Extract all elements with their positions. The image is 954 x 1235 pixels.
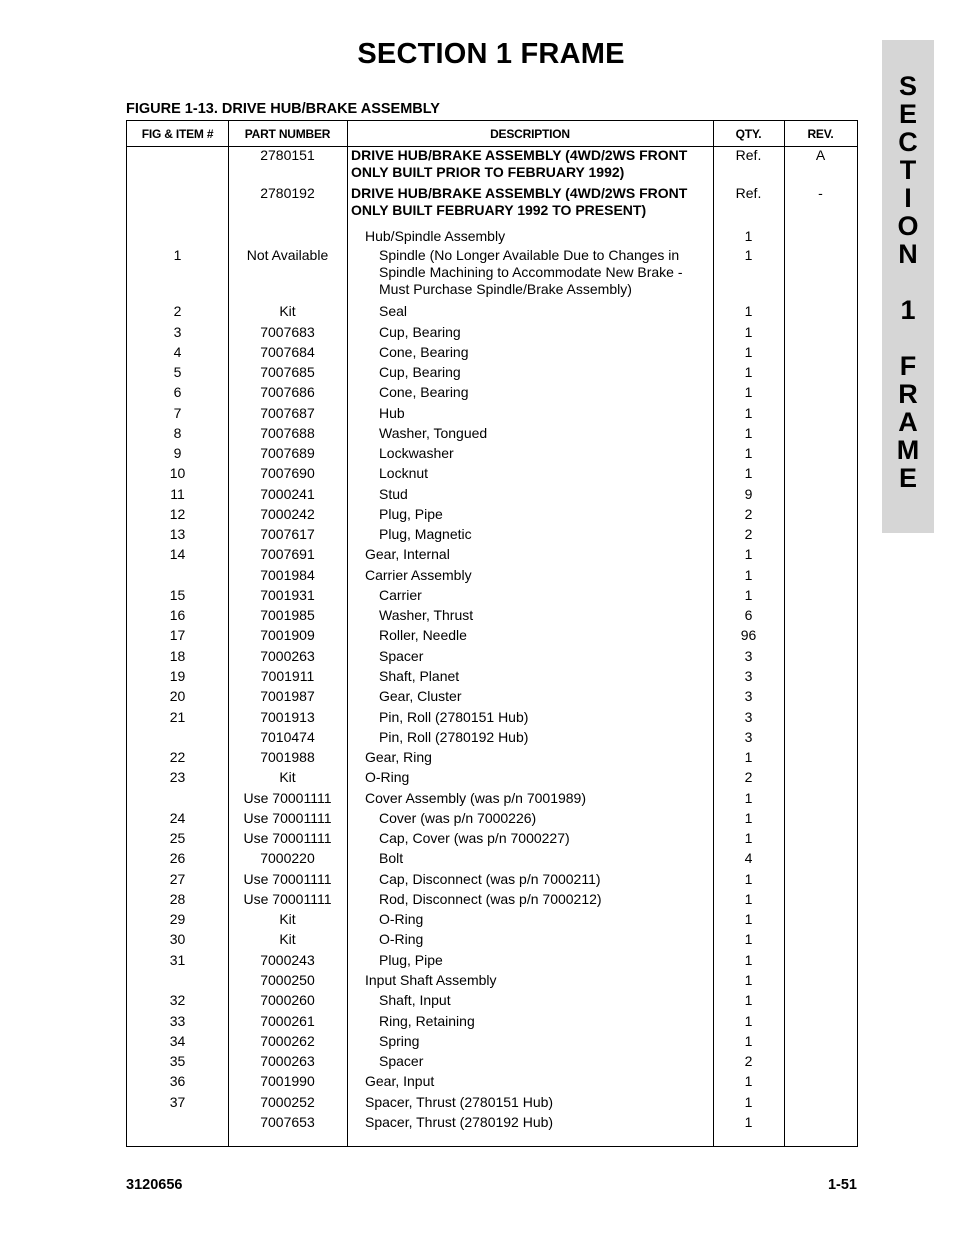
header-description: DESCRIPTION	[490, 127, 570, 141]
qty-cell: 1	[744, 810, 753, 826]
part-number-cell: 2780192	[260, 185, 315, 201]
fig-item-cell: 10	[169, 465, 186, 481]
fig-item-cell: 29	[169, 911, 186, 927]
part-number-cell: 7007684	[260, 344, 315, 360]
qty-cell: 1	[744, 891, 753, 907]
qty-cell: 1	[744, 324, 753, 340]
fig-item-cell: 7	[173, 405, 182, 421]
description-cell: Shaft, Input	[379, 992, 451, 1008]
description-cell: Cone, Bearing	[379, 384, 469, 400]
fig-item-cell: 20	[169, 688, 186, 704]
qty-cell: 1	[744, 425, 753, 441]
part-number-cell: Not Available	[246, 247, 329, 263]
part-number-cell: 7000263	[260, 1053, 315, 1069]
side-tab-letter: E	[898, 463, 917, 493]
qty-cell: 1	[744, 830, 753, 846]
part-number-cell: Kit	[279, 931, 296, 947]
description-cell: Stud	[379, 486, 408, 502]
part-number-cell: 7007691	[260, 546, 315, 562]
qty-cell: 3	[744, 709, 753, 725]
figure-title: FIGURE 1-13. DRIVE HUB/BRAKE ASSEMBLY	[126, 101, 440, 117]
part-number-cell: 7007690	[260, 465, 315, 481]
qty-cell: Ref.	[735, 185, 762, 201]
description-cell: Cup, Bearing	[379, 324, 461, 340]
fig-item-cell: 18	[169, 648, 186, 664]
fig-item-cell: 35	[169, 1053, 186, 1069]
qty-cell: 1	[744, 1114, 753, 1130]
description-cell: Gear, Cluster	[379, 688, 462, 704]
qty-cell: 1	[744, 1033, 753, 1049]
part-number-cell: 7001987	[260, 688, 315, 704]
fig-item-cell: 9	[173, 445, 182, 461]
qty-cell: 1	[744, 1094, 753, 1110]
part-number-cell: 7001990	[260, 1073, 315, 1089]
description-cell: Plug, Magnetic	[379, 526, 472, 542]
part-number-cell: 7000241	[260, 486, 315, 502]
part-number-cell: 7007688	[260, 425, 315, 441]
rev-cell: -	[818, 185, 823, 201]
document-number: 3120656	[126, 1177, 183, 1193]
qty-cell: 1	[744, 587, 753, 603]
part-number-cell: 7000220	[260, 850, 315, 866]
description-cell: Plug, Pipe	[379, 506, 443, 522]
side-tab-gap	[882, 268, 934, 296]
part-number-cell: 7007687	[260, 405, 315, 421]
fig-item-cell: 30	[169, 931, 186, 947]
qty-cell: 9	[744, 486, 753, 502]
part-number-cell: Kit	[279, 769, 296, 785]
side-tab-letter: R	[898, 379, 918, 409]
part-number-cell: 7000242	[260, 506, 315, 522]
fig-item-cell: 15	[169, 587, 186, 603]
part-number-cell: Kit	[279, 911, 296, 927]
description-cell: Pin, Roll (2780192 Hub)	[379, 729, 529, 745]
qty-cell: 1	[744, 567, 753, 583]
fig-item-cell: 22	[169, 749, 186, 765]
fig-item-cell: 16	[169, 607, 186, 623]
qty-cell: 6	[744, 607, 753, 623]
page-number: 1-51	[827, 1177, 857, 1193]
description-cell: Seal	[379, 303, 408, 319]
description-cell: Spindle (No Longer Available Due to Changes in Spindle Machining to Accommodate New Brake - Must Purchase Spindle/Brake Assembly)	[379, 247, 683, 297]
qty-cell: 1	[744, 1013, 753, 1029]
qty-cell: 1	[744, 546, 753, 562]
fig-item-cell: 34	[169, 1033, 186, 1049]
header-fig-item: FIG & ITEM #	[141, 127, 214, 141]
description-cell: Washer, Thrust	[379, 607, 474, 623]
qty-cell: 1	[744, 303, 753, 319]
fig-item-cell: 17	[169, 627, 186, 643]
description-cell: Roller, Needle	[379, 627, 467, 643]
qty-cell: 1	[744, 228, 753, 244]
fig-item-cell: 33	[169, 1013, 186, 1029]
side-tab-letter: E	[898, 99, 917, 129]
description-cell: Cup, Bearing	[379, 364, 461, 380]
qty-cell: 1	[744, 465, 753, 481]
qty-cell: 2	[744, 526, 753, 542]
side-tab-letter: O	[897, 211, 919, 241]
description-cell: Spacer, Thrust (2780151 Hub)	[365, 1094, 554, 1110]
side-tab-letter: N	[898, 239, 918, 269]
description-cell: Rod, Disconnect (was p/n 7000212)	[379, 891, 602, 907]
qty-cell: 1	[744, 871, 753, 887]
part-number-cell: 7001988	[260, 749, 315, 765]
qty-cell: 1	[744, 952, 753, 968]
description-cell: Gear, Input	[365, 1073, 435, 1089]
page-title: SECTION 1 FRAME	[357, 38, 625, 70]
description-cell: Bolt	[379, 850, 404, 866]
fig-item-cell: 24	[169, 810, 186, 826]
qty-cell: 1	[744, 992, 753, 1008]
qty-cell: 3	[744, 648, 753, 664]
side-tab-letter: 1	[900, 295, 916, 325]
fig-item-cell: 19	[169, 668, 186, 684]
description-cell: DRIVE HUB/BRAKE ASSEMBLY (4WD/2WS FRONT ONLY BUILT FEBRUARY 1992 TO PRESENT)	[351, 185, 688, 218]
side-tab-letter: F	[899, 351, 917, 381]
part-number-cell: 7010474	[260, 729, 315, 745]
fig-item-cell: 28	[169, 891, 186, 907]
qty-cell: 1	[744, 931, 753, 947]
parts-table	[126, 120, 858, 1147]
part-number-cell: 7007683	[260, 324, 315, 340]
part-number-cell: 7007686	[260, 384, 315, 400]
description-cell: O-Ring	[379, 911, 424, 927]
description-cell: Cover Assembly (was p/n 7001989)	[365, 790, 586, 806]
fig-item-cell: 8	[173, 425, 182, 441]
qty-cell: 1	[744, 972, 753, 988]
part-number-cell: Use 70001111	[243, 871, 332, 887]
description-cell: Hub	[379, 405, 405, 421]
qty-cell: 1	[744, 405, 753, 421]
description-cell: DRIVE HUB/BRAKE ASSEMBLY (4WD/2WS FRONT ONLY BUILT PRIOR TO FEBRUARY 1992)	[351, 147, 688, 180]
part-number-cell: 7007685	[260, 364, 315, 380]
description-cell: Carrier	[379, 587, 422, 603]
part-number-cell: 7000260	[260, 992, 315, 1008]
qty-cell: 2	[744, 506, 753, 522]
part-number-cell: 7007617	[260, 526, 315, 542]
qty-cell: 1	[744, 445, 753, 461]
column-divider	[784, 121, 785, 1146]
qty-cell: 3	[744, 688, 753, 704]
qty-cell: 4	[744, 850, 753, 866]
part-number-cell: 7001931	[260, 587, 315, 603]
side-tab-letter: I	[904, 183, 912, 213]
qty-cell: 1	[744, 344, 753, 360]
description-cell: Hub/Spindle Assembly	[365, 228, 506, 244]
qty-cell: 1	[744, 1073, 753, 1089]
part-number-cell: 7000263	[260, 648, 315, 664]
part-number-cell: Use 70001111	[243, 830, 332, 846]
description-cell: Spring	[379, 1033, 420, 1049]
part-number-cell: Use 70001111	[243, 810, 332, 826]
rev-cell: A	[815, 147, 826, 163]
description-cell: Spacer	[379, 648, 424, 664]
qty-cell: 1	[744, 911, 753, 927]
part-number-cell: 2780151	[260, 147, 315, 163]
fig-item-cell: 25	[169, 830, 186, 846]
qty-cell: 3	[744, 668, 753, 684]
fig-item-cell: 31	[169, 952, 186, 968]
part-number-cell: 7001984	[260, 567, 315, 583]
fig-item-cell: 36	[169, 1073, 186, 1089]
fig-item-cell: 3	[173, 324, 182, 340]
fig-item-cell: 2	[173, 303, 182, 319]
side-tab-letter: T	[899, 155, 917, 185]
description-cell: Locknut	[379, 465, 429, 481]
description-cell: Pin, Roll (2780151 Hub)	[379, 709, 529, 725]
fig-item-cell: 23	[169, 769, 186, 785]
side-tab-letter: M	[896, 435, 920, 465]
description-cell: Input Shaft Assembly	[365, 972, 497, 988]
fig-item-cell: 26	[169, 850, 186, 866]
description-cell: Cap, Disconnect (was p/n 7000211)	[379, 871, 601, 887]
description-cell: Spacer, Thrust (2780192 Hub)	[365, 1114, 554, 1130]
part-number-cell: 7001913	[260, 709, 315, 725]
fig-item-cell: 11	[170, 486, 185, 502]
part-number-cell: Use 70001111	[243, 790, 332, 806]
description-cell: Lockwasher	[379, 445, 454, 461]
part-number-cell: Kit	[279, 303, 296, 319]
description-cell: O-Ring	[365, 769, 410, 785]
description-cell: Gear, Ring	[365, 749, 432, 765]
description-cell: Spacer	[379, 1053, 424, 1069]
fig-item-cell: 6	[173, 384, 182, 400]
fig-item-cell: 32	[169, 992, 186, 1008]
description-cell: Cover (was p/n 7000226)	[379, 810, 537, 826]
part-number-cell: 7007689	[260, 445, 315, 461]
description-cell: Cone, Bearing	[379, 344, 469, 360]
part-number-cell: 7000243	[260, 952, 315, 968]
fig-item-cell: 27	[169, 871, 186, 887]
fig-item-cell: 13	[169, 526, 186, 542]
header-qty: QTY.	[735, 127, 762, 141]
qty-cell: 1	[744, 247, 753, 263]
description-cell: Washer, Tongued	[379, 425, 488, 441]
description-cell: Plug, Pipe	[379, 952, 443, 968]
part-number-cell: 7001985	[260, 607, 315, 623]
description-cell: Carrier Assembly	[365, 567, 472, 583]
qty-cell: 96	[740, 627, 757, 643]
side-tab-gap	[882, 324, 934, 352]
fig-item-cell: 14	[169, 546, 186, 562]
side-tab-letter: A	[898, 407, 918, 437]
description-cell: Shaft, Planet	[379, 668, 460, 684]
fig-item-cell: 37	[169, 1094, 186, 1110]
part-number-cell: 7007653	[260, 1114, 315, 1130]
side-tab-letter: S	[898, 71, 917, 101]
part-number-cell: 7000250	[260, 972, 315, 988]
qty-cell: 1	[744, 384, 753, 400]
description-cell: O-Ring	[379, 931, 424, 947]
qty-cell: 1	[744, 364, 753, 380]
header-rev: REV.	[807, 127, 834, 141]
fig-item-cell: 21	[169, 709, 186, 725]
qty-cell: 2	[744, 1053, 753, 1069]
fig-item-cell: 1	[173, 247, 182, 263]
part-number-cell: 7001909	[260, 627, 315, 643]
side-tab-letter: C	[898, 127, 918, 157]
part-number-cell: 7001911	[260, 668, 315, 684]
description-cell: Cap, Cover (was p/n 7000227)	[379, 830, 570, 846]
qty-cell: 1	[744, 749, 753, 765]
column-divider	[347, 121, 348, 1146]
part-number-cell: 7000261	[260, 1013, 315, 1029]
header-part-number: PART NUMBER	[244, 127, 331, 141]
part-number-cell: 7000252	[260, 1094, 315, 1110]
part-number-cell: 7000262	[260, 1033, 315, 1049]
qty-cell: 1	[744, 790, 753, 806]
description-cell: Gear, Internal	[365, 546, 450, 562]
fig-item-cell: 5	[173, 364, 182, 380]
fig-item-cell: 12	[169, 506, 186, 522]
description-cell: Ring, Retaining	[379, 1013, 475, 1029]
qty-cell: Ref.	[735, 147, 762, 163]
fig-item-cell: 4	[173, 344, 182, 360]
qty-cell: 2	[744, 769, 753, 785]
part-number-cell: Use 70001111	[243, 891, 332, 907]
section-side-tab	[882, 40, 934, 533]
qty-cell: 3	[744, 729, 753, 745]
